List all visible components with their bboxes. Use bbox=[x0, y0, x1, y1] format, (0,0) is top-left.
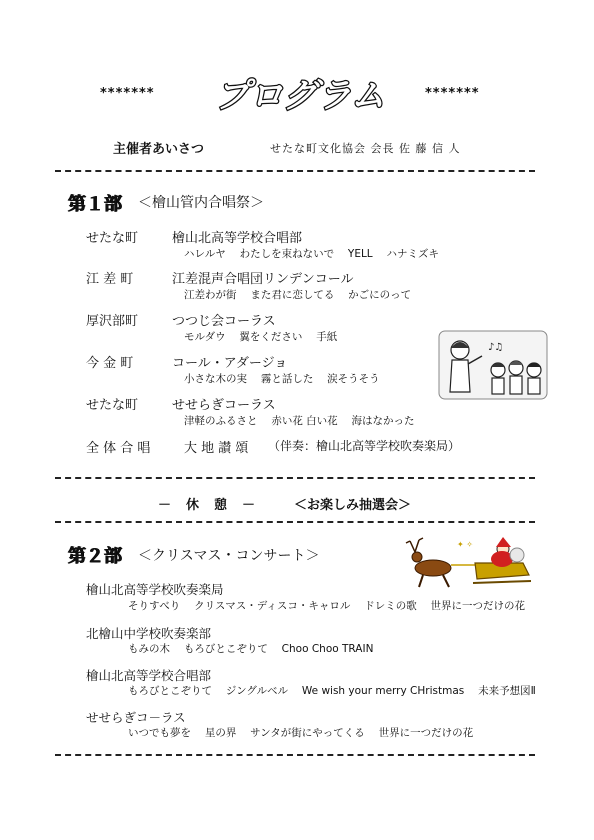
intermission-label: － 休 憩 － bbox=[158, 498, 257, 513]
part1-group: 江差混声合唱団リンデンコール bbox=[172, 272, 354, 287]
host-greeting-label: 主催者あいさつ bbox=[113, 142, 205, 157]
divider bbox=[55, 521, 535, 523]
part1-songs: 江差わが街 また君に恋してる かごにのって bbox=[184, 289, 412, 301]
part1-subtitle: ＜檜山管内合唱祭＞ bbox=[138, 195, 264, 211]
part1-heading-text: 第１部 bbox=[68, 194, 122, 215]
divider bbox=[55, 754, 535, 756]
part1-songs: （伴奏：檜山北高等学校吹奏楽局） bbox=[268, 439, 461, 453]
part1-songs: モルダウ 翼をください 手紙 bbox=[184, 331, 338, 343]
part1-town: せたな町 bbox=[86, 398, 139, 413]
santa-sleigh-illustration-icon bbox=[405, 535, 535, 590]
program-title-text: プログラム bbox=[215, 76, 385, 116]
part1-group: コール・アダージョ bbox=[172, 356, 288, 371]
part1-songs: 津軽のふるさと 赤い花 白い花 海はなかった bbox=[184, 415, 415, 427]
title-stars-left: ******* bbox=[100, 86, 155, 101]
part1-group: せせらぎコーラス bbox=[172, 398, 276, 413]
title-stars-right: ******* bbox=[425, 86, 480, 101]
part2-subtitle: ＜クリスマス・コンサート＞ bbox=[138, 548, 320, 564]
part1-group: つつじ会コーラス bbox=[172, 314, 276, 329]
program-title bbox=[190, 70, 410, 118]
part1-group: 大 地 讃 頌 bbox=[184, 441, 249, 456]
part2-group: 檜山北高等学校合唱部 bbox=[86, 668, 212, 683]
part2-songs: そりすべり クリスマス・ディスコ・キャロル ドレミの歌 世界に一つだけの花 bbox=[128, 600, 526, 612]
choir-illustration-icon bbox=[438, 330, 548, 400]
part1-songs: ハレルヤ わたしを束ねないで YELL ハナミズキ bbox=[184, 248, 439, 260]
svg-text:✦ ✧: ✦ ✧ bbox=[457, 540, 473, 549]
lottery-event: ＜お楽しみ抽選会＞ bbox=[294, 498, 412, 513]
divider bbox=[55, 477, 535, 479]
part2-heading-text: 第２部 bbox=[68, 546, 122, 567]
part2-group: 檜山北高等学校吹奏楽局 bbox=[86, 582, 224, 597]
svg-text:♪♫: ♪♫ bbox=[488, 342, 504, 353]
title-row bbox=[0, 70, 594, 120]
part1-songs: 小さな木の実 霧と話した 涙そうそう bbox=[184, 373, 380, 385]
part2-group: せせらぎコ－ラス bbox=[86, 710, 186, 725]
part2-songs: もみの木 もろびとこぞりて Choo Choo TRAIN bbox=[128, 643, 374, 655]
part1-town: 厚沢部町 bbox=[86, 314, 139, 329]
part2-songs: もろびとこぞりて ジングルベル We wish your merry CHristmas 未来予想図Ⅱ bbox=[128, 685, 536, 697]
part1-town: 全 体 合 唱 bbox=[86, 441, 151, 456]
part1-town: 今 金 町 bbox=[86, 356, 134, 371]
part1-group: 檜山北高等学校合唱部 bbox=[172, 231, 303, 246]
divider bbox=[55, 170, 535, 172]
part1-town: せたな町 bbox=[86, 231, 139, 246]
part2-heading bbox=[68, 542, 122, 568]
host-name: せたな町文化協会 会長 佐 藤 信 人 bbox=[270, 142, 461, 155]
part2-songs: いつでも夢を 星の界 サンタが街にやってくる 世界に一つだけの花 bbox=[128, 727, 474, 739]
part1-town: 江 差 町 bbox=[86, 272, 134, 287]
part2-group: 北檜山中学校吹奏楽部 bbox=[86, 626, 212, 641]
part1-heading bbox=[68, 190, 122, 216]
